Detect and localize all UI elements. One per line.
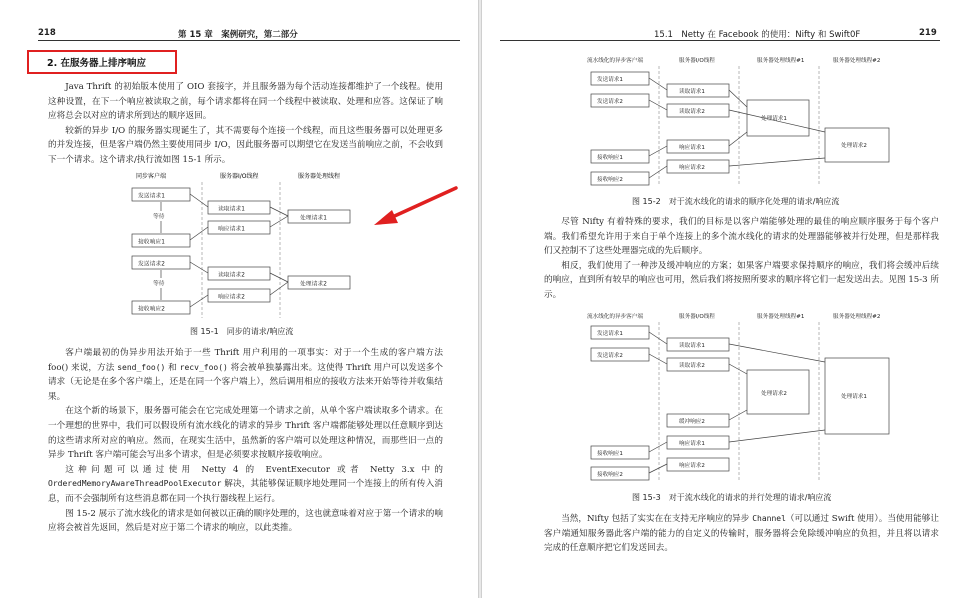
fig3-box-label: 缓冲响应2 bbox=[679, 419, 705, 425]
fig2-box-label: 处理请求1 bbox=[761, 116, 787, 122]
fig2-box-label: 响应请求1 bbox=[679, 145, 705, 151]
paragraph: 相反，我们使用了一种涉及缓冲响应的方案；如果客户端要求保持顺序的响应，我们将会缓冲后续的响应，直到所有较早的响应也可用，然后我们将按照所要求的顺序将它们一起发送出去。见图 15-3 所示。 bbox=[544, 260, 939, 300]
paragraph: Java Thrift 的初始版本使用了 OIO 套接字，并且服务器为每个活动连接都维护了一个线程。使用这种设置，在下一个响应被读取之前，每个请求都将在同一个线程中被读取、处理和应答。这保证了响应将总会以对应的请求所到达的顺序返回。 bbox=[48, 82, 443, 122]
fig2-box-label: 处理请求2 bbox=[841, 143, 867, 149]
fig2-col-label: 服务器I/O线程 bbox=[679, 58, 715, 64]
paragraph: 这种问题可以通过使用 Netty 4 的 EventExecutor 或者 Netty 3.x 中的 OrderedMemoryAwareThreadPoolExecutor 解决，其能够保证顺序地处理同一个连接上的所有传入消息，而不会强制所有这些消息都在同一个执行器线程上运行。 bbox=[48, 464, 443, 504]
fig3-box-label: 处理请求2 bbox=[761, 391, 787, 397]
fig3-box-label: 发送请求2 bbox=[597, 353, 623, 359]
fig1-box-label: 发送请求2 bbox=[138, 261, 165, 268]
fig1-box-label: 处理请求2 bbox=[300, 281, 327, 288]
closing-paragraph bbox=[544, 512, 939, 556]
paragraph: 较新的异步 I/O 的服务器实现诞生了，其不需要每个连接一个线程，而且这些服务器可以处理更多的并发连接，但是客户端仍然主要使用同步 I/O，因此服务器可以期望它在发送当前响应之前，不会收到下一个请求。这个请求/执行流如图 15-1 所示。 bbox=[48, 125, 443, 165]
figure-15-3 bbox=[587, 310, 907, 482]
header-rule bbox=[38, 40, 460, 41]
right-page-number: 219 bbox=[919, 28, 937, 38]
fig2-col-label: 服务器处理线程#1 bbox=[757, 58, 805, 64]
fig1-box-label: 处理请求1 bbox=[300, 215, 327, 222]
header-rule bbox=[500, 40, 940, 41]
fig3-col-label: 服务器处理线程#1 bbox=[757, 314, 805, 320]
fig1-wait-label: 等待 bbox=[153, 214, 165, 220]
left-page bbox=[0, 0, 478, 598]
fig1-col-label: 服务器处理线程 bbox=[298, 173, 341, 180]
paragraph: 图 15-2 展示了流水线化的请求是如何被以正确的顺序处理的，这也就意味着对应于第一个请求的响应将会被首先返回，然后是对应于第二个请求的响应，以此类推。 bbox=[48, 508, 443, 534]
annotation-arrow-icon bbox=[372, 186, 458, 228]
fig3-box-label: 读取请求1 bbox=[679, 343, 705, 349]
fig3-box-label: 处理请求1 bbox=[841, 394, 867, 400]
fig2-col-label: 流水线化的异步客户端 bbox=[587, 58, 643, 64]
paragraph: 在这个新的场景下，服务器可能会在它完成处理第一个请求之前，从单个客户端读取多个请求。在一个理想的世界中，我们可以假设所有流水线化的请求的异步 Thrift 客户端都能够处理以任意顺序到达的这些请求所对应的响应。然而，在现实生活中，虽然新的客户端可以处理这种情况，而那些旧一点的异步 Thrift 客户端可能会写出多个请求，但是必须要求按顺序接收响应。 bbox=[48, 406, 443, 461]
middle-paragraphs bbox=[544, 215, 939, 303]
paragraph: 客户端最初的伪异步用法开始于一些 Thrift 用户利用的一项事实：对于一个生成的客户端方法 foo() 来说，方法 send_foo() 和 recv_foo() 将会被单独暴露出来。这使得 Thrift 用户可以发送多个请求（无论是在多个客户端上，还是在同一个客户端上），然后调用相应的接收方法来开始等待并收集结果。 bbox=[48, 348, 443, 402]
fig1-box-label: 响应请求2 bbox=[218, 294, 245, 301]
paragraph: 当然，Nifty 包括了实实在在支持无序响应的异步 Channel（可以通过 Swift 使用）。当使用能够让客户端通知服务器此客户端的能力的自定义的传输时，服务器将会免除缓冲响应的负担，并且将以请求完成的任意顺序把它们发送回去。 bbox=[544, 514, 939, 554]
fig1-col-label: 同步客户端 bbox=[136, 173, 167, 180]
left-page-number: 218 bbox=[38, 28, 56, 38]
fig2-box-label: 接收响应1 bbox=[597, 155, 623, 161]
fig1-col-label: 服务器I/O线程 bbox=[220, 173, 259, 180]
fig1-box-label: 接收响应1 bbox=[138, 239, 165, 246]
body-paragraphs bbox=[48, 346, 443, 536]
fig2-box-label: 接收响应2 bbox=[597, 177, 623, 183]
fig3-box-label: 接收响应1 bbox=[597, 451, 623, 457]
section-title: 2. 在服务器上排序响应 bbox=[47, 58, 147, 69]
figure-15-2-caption: 图 15-2 对于流水线化的请求的顺序化处理的请求/响应流 bbox=[632, 197, 840, 206]
fig2-col-label: 服务器处理线程#2 bbox=[833, 58, 881, 64]
fig1-box-label: 读取请求2 bbox=[218, 272, 245, 279]
fig3-col-label: 流水线化的异步客户端 bbox=[587, 314, 643, 320]
figure-15-3-caption: 图 15-3 对于流水线化的请求的并行处理的请求/响应流 bbox=[632, 493, 832, 502]
fig1-box-label: 接收响应2 bbox=[138, 306, 165, 313]
fig2-box-label: 发送请求1 bbox=[597, 77, 623, 83]
chapter-header: 第 15 章 案例研究，第二部分 bbox=[178, 30, 298, 40]
fig2-box-label: 响应请求2 bbox=[679, 165, 705, 171]
right-page bbox=[482, 0, 958, 598]
figure-15-1 bbox=[120, 168, 390, 320]
fig3-col-label: 服务器处理线程#2 bbox=[833, 314, 881, 320]
fig3-box-label: 响应请求2 bbox=[679, 463, 705, 469]
fig1-wait-label: 等待 bbox=[153, 281, 165, 287]
paragraph: 尽管 Nifty 有着特殊的要求，我们的目标是以客户端能够处理的最佳的响应顺序服务于每个客户端。我们希望允许用于来自于单个连接上的多个流水线化的请求的处理器能够被并行处理，但是那样我们又控制不了这些处理器完成的先后顺序。 bbox=[544, 217, 939, 257]
figure-15-1-caption: 图 15-1 同步的请求/响应流 bbox=[190, 327, 294, 336]
fig3-box-label: 响应请求1 bbox=[679, 441, 705, 447]
fig3-box-label: 发送请求1 bbox=[597, 331, 623, 337]
fig2-box-label: 读取请求2 bbox=[679, 109, 705, 115]
fig2-box-label: 读取请求1 bbox=[679, 89, 705, 95]
figure-15-2 bbox=[587, 52, 907, 188]
intro-paragraphs bbox=[48, 80, 443, 168]
fig3-col-label: 服务器I/O线程 bbox=[679, 314, 715, 320]
fig3-box-label: 读取请求2 bbox=[679, 363, 705, 369]
fig3-box-label: 接收响应2 bbox=[597, 472, 623, 478]
fig1-box-label: 响应请求1 bbox=[218, 226, 245, 233]
fig1-box-label: 读取请求1 bbox=[218, 206, 245, 213]
section-header: 15.1 Netty 在 Facebook 的使用：Nifty 和 Swift0F bbox=[654, 30, 861, 40]
fig1-box-label: 发送请求1 bbox=[138, 193, 165, 200]
fig2-box-label: 发送请求2 bbox=[597, 99, 623, 105]
